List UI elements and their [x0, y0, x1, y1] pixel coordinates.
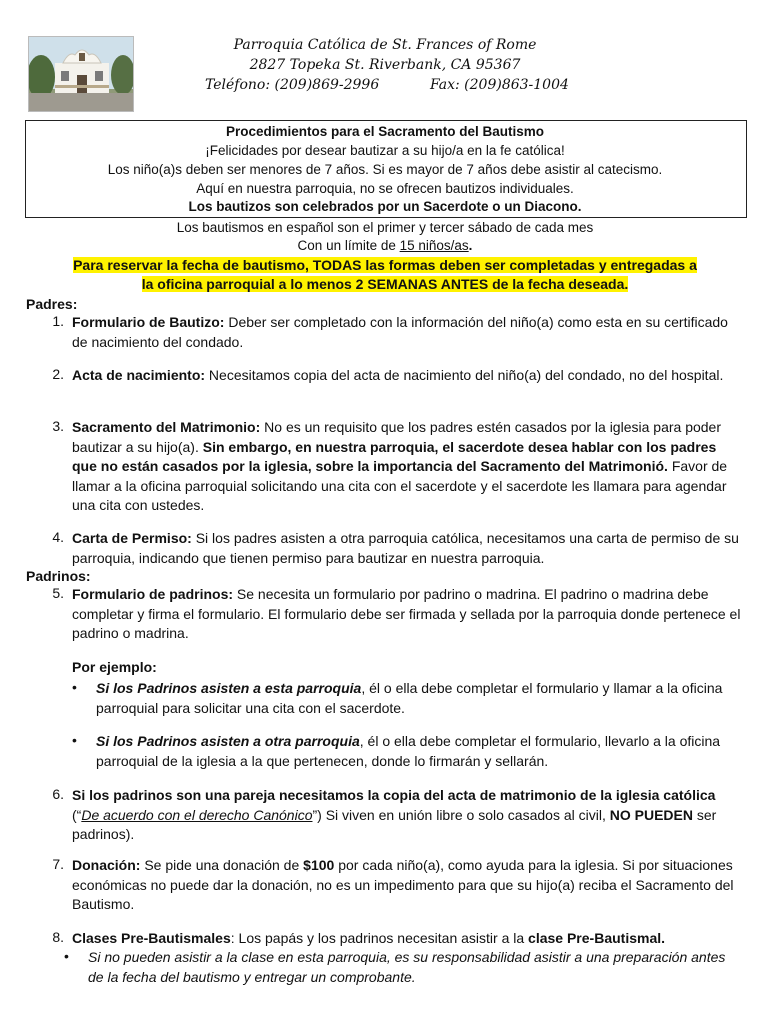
item-number: 7. [52, 856, 64, 872]
item-prebaptism-classes: Clases Pre-Bautismales: Los papás y los padrinos necesitan asistir a la clase Pre-Bautismal. [72, 930, 666, 946]
notice-line-2: la oficina parroquial a lo menos 2 SEMANAS ANTES de la fecha deseada. [141, 276, 629, 292]
padrinos-heading: Padrinos: [26, 568, 91, 584]
item-number: 5. [52, 585, 64, 601]
parish-address: 2827 Topeka St. Riverbank, CA 95367 [249, 57, 521, 73]
item-number: 1. [52, 313, 64, 329]
intro-line-2: Los niño(a)s deben ser menores de 7 años. Si es mayor de 7 años debe asistir al catecismo. [107, 162, 663, 177]
item-baptism-form: Formulario de Bautizo: Deber ser completado con la información del niño(a) como esta en su certificado de nacimiento del condado. [72, 314, 728, 350]
item-number: 6. [52, 786, 64, 802]
notice-line-1: Para reservar la fecha de bautismo, TODAS las formas deben ser completadas y entregadas a [73, 257, 697, 273]
parish-name: Parroquia Católica de St. Frances of Rome [233, 37, 537, 53]
item-godparent-form: Formulario de padrinos: Se necesita un formulario por padrino o madrina. El padrino o madrina debe completar y firma el formulario. El formulario debe ser firmada y sellada por la parroquia donde pertenece el padrino o madrina. [72, 586, 741, 641]
item-permission-letter: Carta de Permiso: Si los padres asisten a otra parroquia católica, necesitamos una carta de permiso de su parroquia, indicando que tienen permiso para bautizar en nuestra parroquia. [72, 530, 739, 566]
intro-line-1: ¡Felicidades por desear bautizar a su hijo/a en la fe católica! [205, 143, 565, 158]
bullet-icon: • [64, 948, 69, 964]
bullet-other-parish: Si los Padrinos asisten a otra parroquia, él o ella debe completar el formulario, llevarlo a la oficina parroquial de la iglesia a la que pertenecen, donde lo firmarán y sellarán. [96, 733, 721, 769]
parish-fax: Fax: (209)863-1004 [430, 77, 569, 93]
bullet-same-parish: Si los Padrinos asisten a esta parroquia, él o ella debe completar el formulario y llamar a la oficina parroquial para solicitar una cita con el sacerdote. [96, 680, 723, 716]
schedule-line-1: Los bautismos en español son el primer y tercer sábado de cada mes [176, 220, 594, 235]
intro-line-4: Los bautizos son celebrados por un Sacerdote o un Diacono. [188, 199, 582, 214]
padres-heading: Padres: [26, 296, 78, 312]
item-matrimony: Sacramento del Matrimonio: No es un requisito que los padres estén casados por la iglesia para poder bautizar a su hijo(a). Sin embargo, en nuestra parroquia, el sacerdote desea hablar con los padres que no están casados por la iglesia, sobre la importancia del Sacramento del Matrimonió. Favor de llamar a la oficina parroquial solicitando una cita con el sacerdote y el sacerdote les llamara para agendar una cita con ustedes. [72, 419, 728, 513]
item-birth-certificate: Acta de nacimiento: Necesitamos copia del acta de nacimiento del niño(a) del condado, no del hospital. [72, 367, 724, 383]
bullet-icon: • [72, 732, 77, 748]
intro-line-3: Aquí en nuestra parroquia, no se ofrecen bautizos individuales. [196, 181, 574, 196]
item-number: 4. [52, 529, 64, 545]
item-number: 3. [52, 418, 64, 434]
document-title: Procedimientos para el Sacramento del Bautismo [225, 124, 545, 139]
item-number: 2. [52, 366, 64, 382]
bullet-class-elsewhere: Si no pueden asistir a la clase en esta parroquia, es su responsabilidad asistir a una preparación antes de la fecha del bautismo y entregar un comprobante. [88, 949, 726, 985]
bullet-icon: • [72, 679, 77, 695]
parish-phone: Teléfono: (209)869-2996 [205, 77, 380, 93]
item-number: 8. [52, 929, 64, 945]
item-godparents-couple: Si los padrinos son una pareja necesitamos la copia del acta de matrimonio de la iglesia católica (“De acuerdo con el derecho Canónico”) Si viven en unión libre o solo casados al civil, NO PUEDEN ser padrinos). [72, 787, 717, 842]
schedule-line-2: Con un límite de 15 niños/as. [297, 238, 473, 253]
example-heading: Por ejemplo: [72, 659, 157, 675]
item-donation: Donación: Se pide una donación de $100 por cada niño(a), como ayuda para la iglesia. Si por situaciones económicas no puede dar la donación, no es un impedimento para que su hijo(a) reciba el Sacramento del Bautismo. [72, 857, 734, 912]
